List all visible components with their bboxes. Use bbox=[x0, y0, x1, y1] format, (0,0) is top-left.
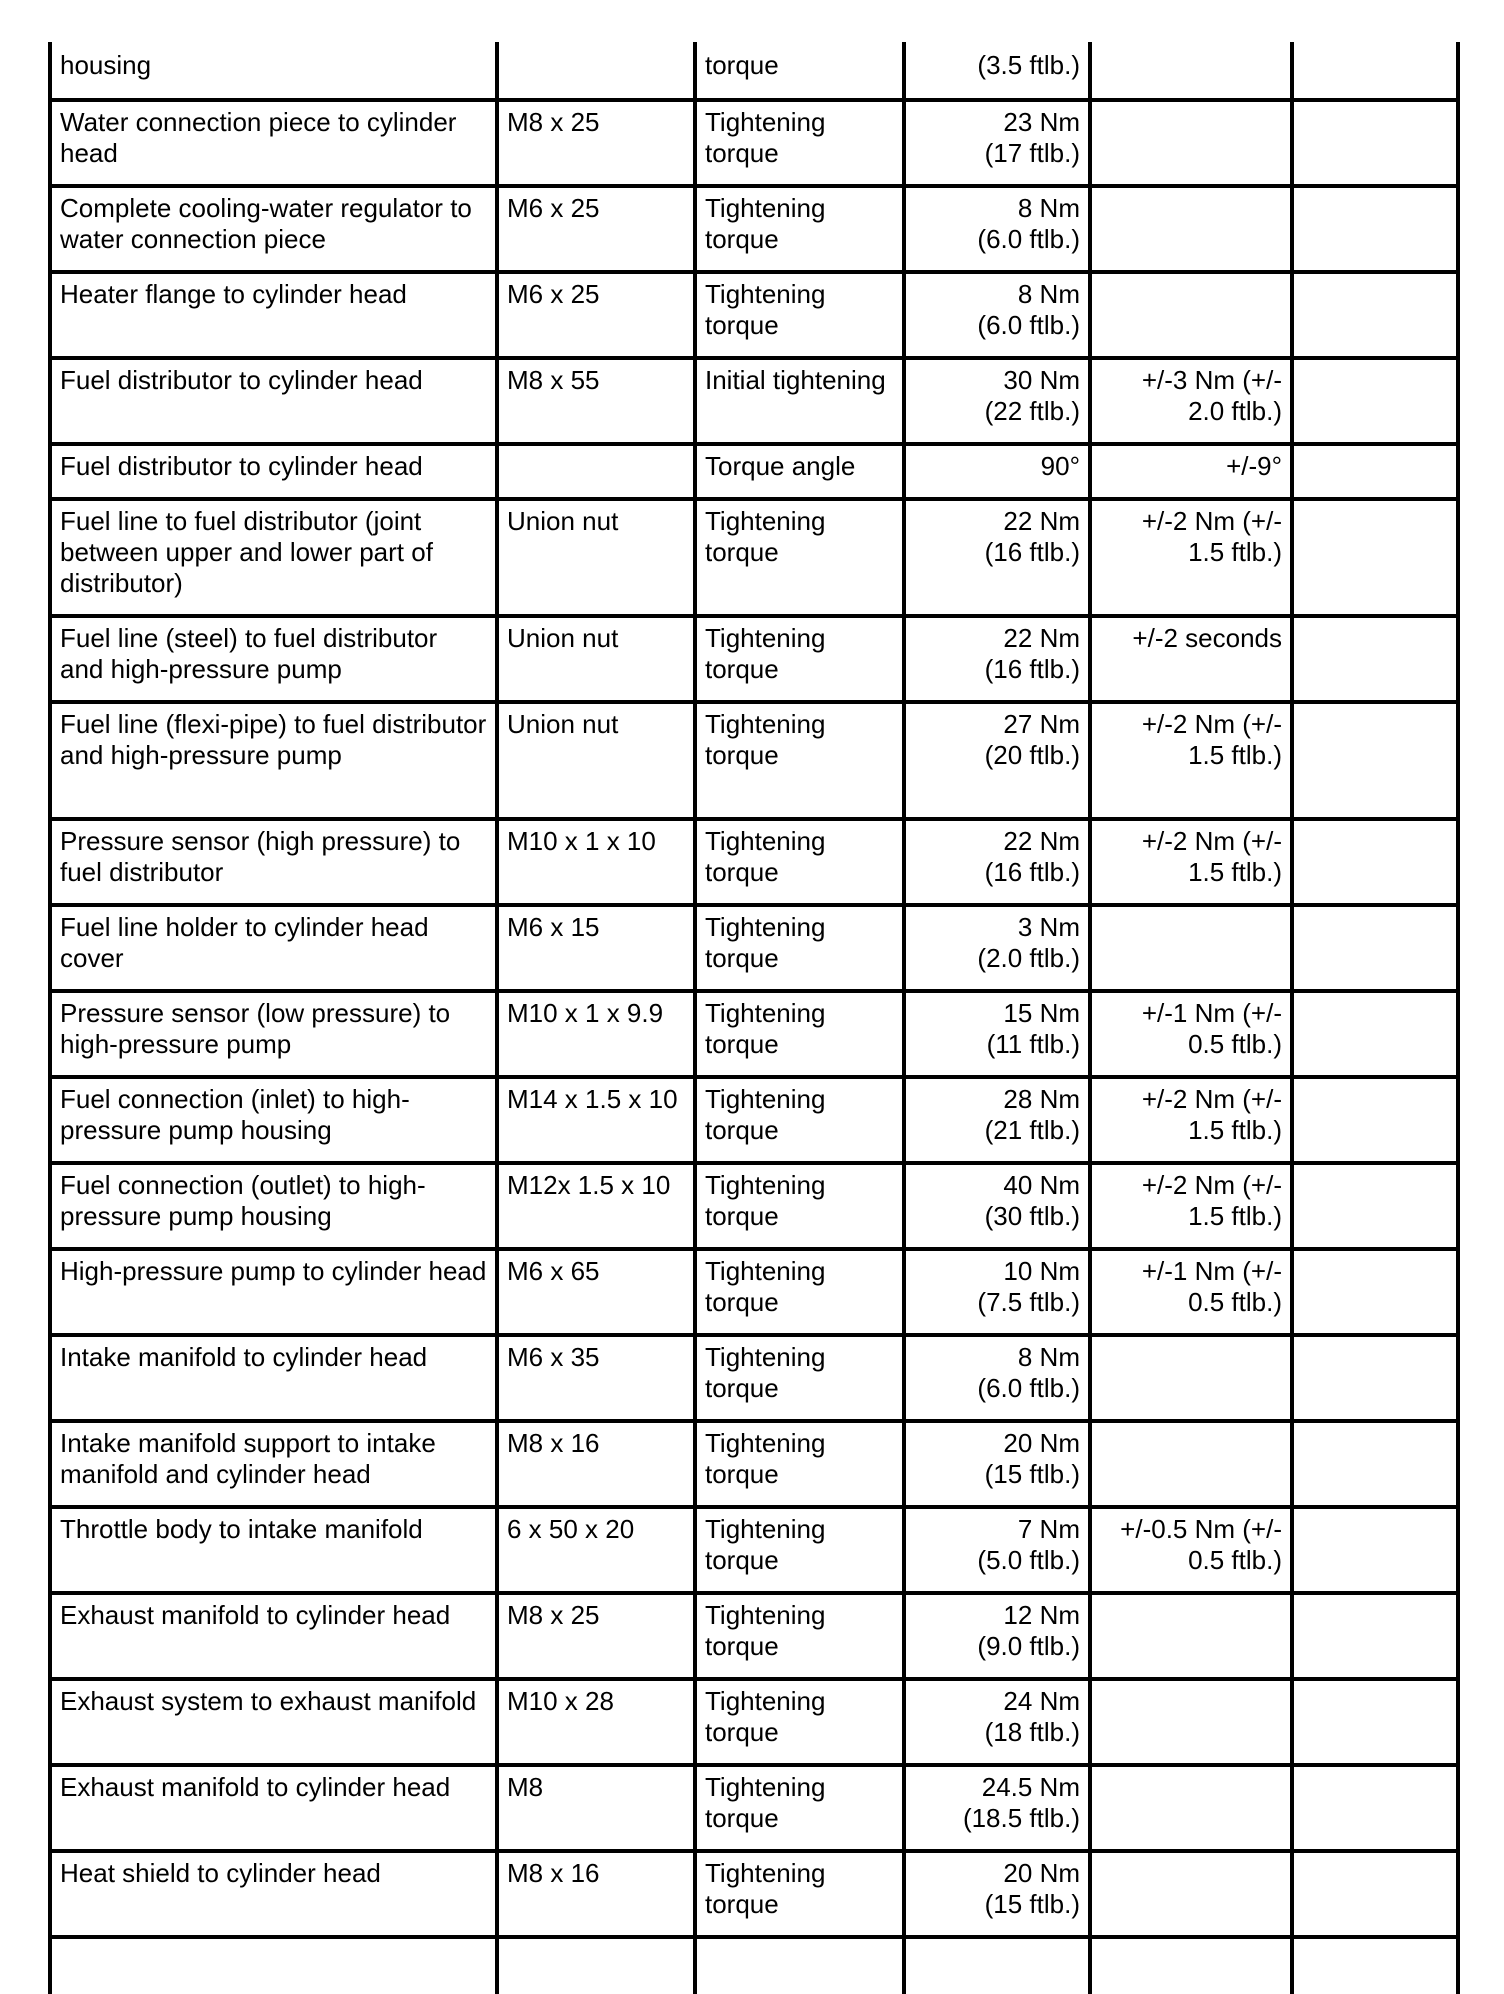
component-cell: Fuel connection (outlet) to high-pressure pump housing bbox=[50, 1163, 497, 1249]
component-cell: Complete cooling-water regulator to water connection piece bbox=[50, 186, 497, 272]
value-cell: 8 Nm (6.0 ftlb.) bbox=[904, 1335, 1090, 1421]
table-row bbox=[50, 1249, 1458, 1335]
tolerance-cell: +/-9° bbox=[1090, 444, 1292, 499]
value-cell: 24.5 Nm (18.5 ftlb.) bbox=[904, 1765, 1090, 1851]
tolerance-cell bbox=[1090, 1593, 1292, 1679]
tolerance-cell bbox=[1090, 1421, 1292, 1507]
note-cell bbox=[1292, 1335, 1458, 1421]
component-cell: Water connection piece to cylinder head bbox=[50, 100, 497, 186]
note-cell bbox=[1292, 42, 1458, 100]
tolerance-cell: +/-1 Nm (+/- 0.5 ftlb.) bbox=[1090, 991, 1292, 1077]
value-cell: 90° bbox=[904, 444, 1090, 499]
thread-cell: M8 x 25 bbox=[497, 1593, 695, 1679]
value-cell: 12 Nm (9.0 ftlb.) bbox=[904, 1593, 1090, 1679]
note-cell bbox=[1292, 1593, 1458, 1679]
type-cell: Initial tightening bbox=[695, 358, 904, 444]
tolerance-cell: +/-2 Nm (+/- 1.5 ftlb.) bbox=[1090, 499, 1292, 616]
value-cell: 22 Nm (16 ftlb.) bbox=[904, 616, 1090, 702]
value-cell: 15 Nm (11 ftlb.) bbox=[904, 991, 1090, 1077]
type-cell: Tightening torque bbox=[695, 1249, 904, 1335]
value-cell: 8 Nm (6.0 ftlb.) bbox=[904, 186, 1090, 272]
component-cell: Throttle body to intake manifold bbox=[50, 1507, 497, 1593]
tolerance-cell bbox=[1090, 1765, 1292, 1851]
tolerance-cell: +/-3 Nm (+/- 2.0 ftlb.) bbox=[1090, 358, 1292, 444]
thread-cell: M14 x 1.5 x 10 bbox=[497, 1077, 695, 1163]
table-row bbox=[50, 358, 1458, 444]
component-cell: Fuel line to fuel distributor (joint between upper and lower part of distributor) bbox=[50, 499, 497, 616]
tolerance-cell: +/-2 Nm (+/- 1.5 ftlb.) bbox=[1090, 819, 1292, 905]
type-cell: Tightening torque bbox=[695, 991, 904, 1077]
component-cell: High-pressure pump to cylinder head bbox=[50, 1249, 497, 1335]
thread-cell: M6 x 25 bbox=[497, 186, 695, 272]
tolerance-cell: +/-1 Nm (+/- 0.5 ftlb.) bbox=[1090, 1249, 1292, 1335]
table-row bbox=[50, 616, 1458, 702]
table-row bbox=[50, 499, 1458, 616]
value-cell: 7 Nm (5.0 ftlb.) bbox=[904, 1507, 1090, 1593]
note-cell bbox=[1292, 1249, 1458, 1335]
thread-cell: M8 x 55 bbox=[497, 358, 695, 444]
value-cell: 28 Nm (21 ftlb.) bbox=[904, 1077, 1090, 1163]
note-cell bbox=[1292, 444, 1458, 499]
tolerance-cell: +/-0.5 Nm (+/- 0.5 ftlb.) bbox=[1090, 1507, 1292, 1593]
thread-cell: M6 x 35 bbox=[497, 1335, 695, 1421]
component-cell: housing bbox=[50, 42, 497, 100]
component-cell: Heat shield to cylinder head bbox=[50, 1851, 497, 1937]
tolerance-cell bbox=[1090, 1937, 1292, 1994]
component-cell bbox=[50, 1937, 497, 1994]
table-row bbox=[50, 819, 1458, 905]
component-cell: Exhaust system to exhaust manifold bbox=[50, 1679, 497, 1765]
note-cell bbox=[1292, 1765, 1458, 1851]
thread-cell: M10 x 28 bbox=[497, 1679, 695, 1765]
type-cell: Tightening torque bbox=[695, 1593, 904, 1679]
value-cell: 22 Nm (16 ftlb.) bbox=[904, 819, 1090, 905]
tolerance-cell: +/-2 Nm (+/- 1.5 ftlb.) bbox=[1090, 702, 1292, 819]
torque-table-body bbox=[50, 42, 1458, 1994]
type-cell: torque bbox=[695, 42, 904, 100]
value-cell: (3.5 ftlb.) bbox=[904, 42, 1090, 100]
table-row bbox=[50, 702, 1458, 819]
component-cell: Fuel line (flexi-pipe) to fuel distributor and high-pressure pump bbox=[50, 702, 497, 819]
thread-cell: M10 x 1 x 9.9 bbox=[497, 991, 695, 1077]
tolerance-cell bbox=[1090, 1335, 1292, 1421]
type-cell: Tightening torque bbox=[695, 702, 904, 819]
component-cell: Fuel line holder to cylinder head cover bbox=[50, 905, 497, 991]
thread-cell bbox=[497, 42, 695, 100]
note-cell bbox=[1292, 1163, 1458, 1249]
table-row bbox=[50, 186, 1458, 272]
type-cell bbox=[695, 1937, 904, 1994]
note-cell bbox=[1292, 819, 1458, 905]
thread-cell: Union nut bbox=[497, 616, 695, 702]
note-cell bbox=[1292, 905, 1458, 991]
note-cell bbox=[1292, 1507, 1458, 1593]
tolerance-cell: +/-2 Nm (+/- 1.5 ftlb.) bbox=[1090, 1077, 1292, 1163]
value-cell: 27 Nm (20 ftlb.) bbox=[904, 702, 1090, 819]
table-row bbox=[50, 1765, 1458, 1851]
component-cell: Fuel line (steel) to fuel distributor and high-pressure pump bbox=[50, 616, 497, 702]
note-cell bbox=[1292, 616, 1458, 702]
type-cell: Tightening torque bbox=[695, 272, 904, 358]
type-cell: Tightening torque bbox=[695, 100, 904, 186]
value-cell: 40 Nm (30 ftlb.) bbox=[904, 1163, 1090, 1249]
value-cell: 22 Nm (16 ftlb.) bbox=[904, 499, 1090, 616]
table-row bbox=[50, 1335, 1458, 1421]
thread-cell: M6 x 15 bbox=[497, 905, 695, 991]
tolerance-cell bbox=[1090, 1851, 1292, 1937]
table-row bbox=[50, 1507, 1458, 1593]
note-cell bbox=[1292, 1937, 1458, 1994]
table-row bbox=[50, 272, 1458, 358]
note-cell bbox=[1292, 499, 1458, 616]
table-row bbox=[50, 1851, 1458, 1937]
value-cell: 3 Nm (2.0 ftlb.) bbox=[904, 905, 1090, 991]
type-cell: Tightening torque bbox=[695, 1077, 904, 1163]
tolerance-cell: +/-2 seconds bbox=[1090, 616, 1292, 702]
table-row bbox=[50, 42, 1458, 100]
thread-cell: M8 x 16 bbox=[497, 1851, 695, 1937]
note-cell bbox=[1292, 358, 1458, 444]
type-cell: Tightening torque bbox=[695, 1163, 904, 1249]
thread-cell: Union nut bbox=[497, 499, 695, 616]
document-page bbox=[48, 42, 1456, 1994]
value-cell: 23 Nm (17 ftlb.) bbox=[904, 100, 1090, 186]
tolerance-cell bbox=[1090, 905, 1292, 991]
type-cell: Tightening torque bbox=[695, 1507, 904, 1593]
tolerance-cell bbox=[1090, 186, 1292, 272]
note-cell bbox=[1292, 272, 1458, 358]
tolerance-cell bbox=[1090, 42, 1292, 100]
component-cell: Pressure sensor (low pressure) to high-pressure pump bbox=[50, 991, 497, 1077]
type-cell: Tightening torque bbox=[695, 1851, 904, 1937]
thread-cell: M8 x 25 bbox=[497, 100, 695, 186]
component-cell: Exhaust manifold to cylinder head bbox=[50, 1765, 497, 1851]
component-cell: Intake manifold support to intake manifold and cylinder head bbox=[50, 1421, 497, 1507]
thread-cell: Union nut bbox=[497, 702, 695, 819]
value-cell: 20 Nm (15 ftlb.) bbox=[904, 1421, 1090, 1507]
component-cell: Pressure sensor (high pressure) to fuel distributor bbox=[50, 819, 497, 905]
component-cell: Fuel connection (inlet) to high-pressure pump housing bbox=[50, 1077, 497, 1163]
thread-cell bbox=[497, 444, 695, 499]
type-cell: Tightening torque bbox=[695, 1765, 904, 1851]
note-cell bbox=[1292, 1851, 1458, 1937]
value-cell: 10 Nm (7.5 ftlb.) bbox=[904, 1249, 1090, 1335]
table-row bbox=[50, 444, 1458, 499]
component-cell: Heater flange to cylinder head bbox=[50, 272, 497, 358]
type-cell: Tightening torque bbox=[695, 1335, 904, 1421]
table-row bbox=[50, 1163, 1458, 1249]
table-row bbox=[50, 991, 1458, 1077]
table-row bbox=[50, 1421, 1458, 1507]
component-cell: Fuel distributor to cylinder head bbox=[50, 444, 497, 499]
note-cell bbox=[1292, 1421, 1458, 1507]
value-cell: 8 Nm (6.0 ftlb.) bbox=[904, 272, 1090, 358]
note-cell bbox=[1292, 1077, 1458, 1163]
type-cell: Torque angle bbox=[695, 444, 904, 499]
tolerance-cell bbox=[1090, 1679, 1292, 1765]
note-cell bbox=[1292, 991, 1458, 1077]
value-cell: 30 Nm (22 ftlb.) bbox=[904, 358, 1090, 444]
thread-cell: M6 x 25 bbox=[497, 272, 695, 358]
table-row bbox=[50, 905, 1458, 991]
table-row bbox=[50, 1679, 1458, 1765]
component-cell: Fuel distributor to cylinder head bbox=[50, 358, 497, 444]
thread-cell: M8 x 16 bbox=[497, 1421, 695, 1507]
type-cell: Tightening torque bbox=[695, 1679, 904, 1765]
table-row bbox=[50, 1937, 1458, 1994]
tolerance-cell: +/-2 Nm (+/- 1.5 ftlb.) bbox=[1090, 1163, 1292, 1249]
table-row bbox=[50, 100, 1458, 186]
thread-cell: M6 x 65 bbox=[497, 1249, 695, 1335]
component-cell: Intake manifold to cylinder head bbox=[50, 1335, 497, 1421]
tolerance-cell bbox=[1090, 100, 1292, 186]
value-cell: 24 Nm (18 ftlb.) bbox=[904, 1679, 1090, 1765]
note-cell bbox=[1292, 186, 1458, 272]
note-cell bbox=[1292, 1679, 1458, 1765]
thread-cell: 6 x 50 x 20 bbox=[497, 1507, 695, 1593]
type-cell: Tightening torque bbox=[695, 905, 904, 991]
type-cell: Tightening torque bbox=[695, 499, 904, 616]
thread-cell: M12x 1.5 x 10 bbox=[497, 1163, 695, 1249]
thread-cell: M10 x 1 x 10 bbox=[497, 819, 695, 905]
type-cell: Tightening torque bbox=[695, 819, 904, 905]
component-cell: Exhaust manifold to cylinder head bbox=[50, 1593, 497, 1679]
table-row bbox=[50, 1593, 1458, 1679]
type-cell: Tightening torque bbox=[695, 616, 904, 702]
type-cell: Tightening torque bbox=[695, 186, 904, 272]
torque-spec-table bbox=[48, 42, 1460, 1994]
type-cell: Tightening torque bbox=[695, 1421, 904, 1507]
note-cell bbox=[1292, 100, 1458, 186]
thread-cell: M8 bbox=[497, 1765, 695, 1851]
note-cell bbox=[1292, 702, 1458, 819]
table-row bbox=[50, 1077, 1458, 1163]
thread-cell bbox=[497, 1937, 695, 1994]
value-cell bbox=[904, 1937, 1090, 1994]
value-cell: 20 Nm (15 ftlb.) bbox=[904, 1851, 1090, 1937]
tolerance-cell bbox=[1090, 272, 1292, 358]
